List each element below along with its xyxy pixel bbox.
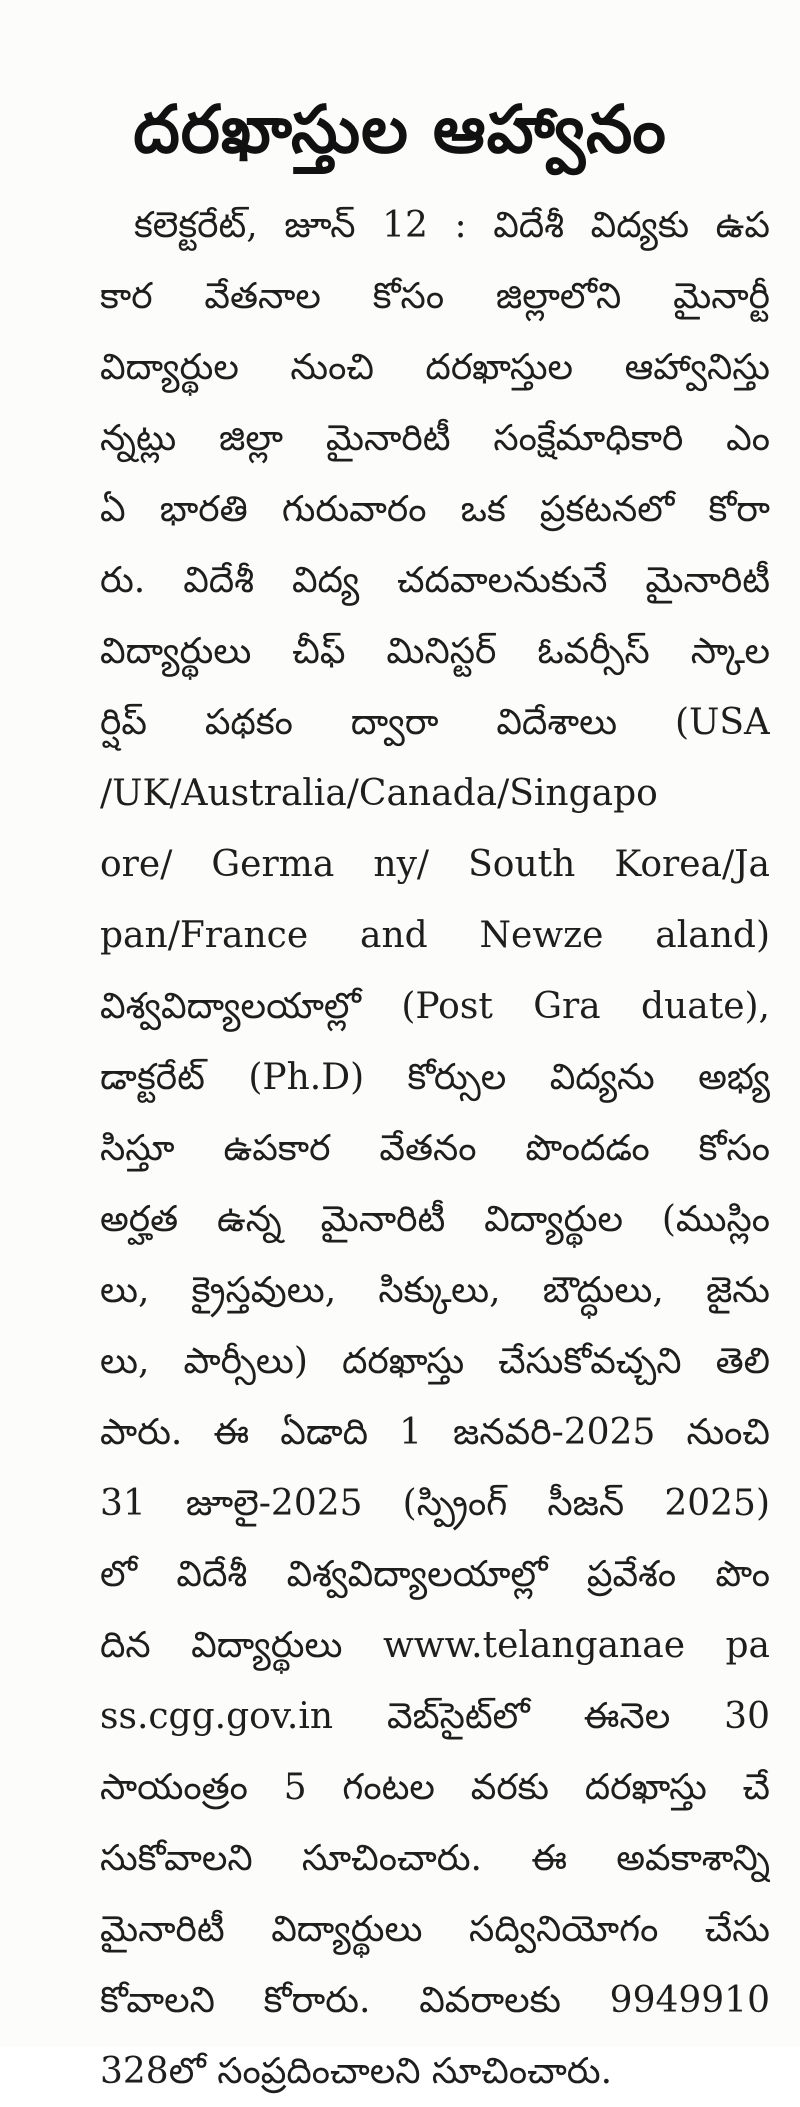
headline: దరఖాస్తుల ఆహ్వానం xyxy=(133,91,667,168)
article-line: ore/ Germa ny/ South Korea/Ja xyxy=(100,844,770,885)
article-line: సుకోవాలని సూచించారు. ఈ అవకాశాన్ని xyxy=(100,1838,770,1879)
article-line: డాక్టరేట్ (Ph.D) కోర్సుల విద్యను అభ్య xyxy=(100,1057,770,1098)
article-line: ss.cgg.gov.in వెబ్‌సైట్‌లో ఈనెల 30 xyxy=(100,1696,770,1737)
article-line: లో విదేశీ విశ్వవిద్యాలయాల్లో ప్రవేశం పొం xyxy=(100,1554,770,1595)
article-line: అర్హత ఉన్న మైనారిటీ విద్యార్థుల (ముస్లిం xyxy=(100,1199,770,1240)
article-line: విశ్వవిద్యాలయాల్లో (Post Gra duate), xyxy=(100,986,770,1027)
article-line: పారు. ఈ ఏడాది 1 జనవరి-2025 నుంచి xyxy=(100,1412,770,1453)
article-line: కార వేతనాల కోసం జిల్లాలోని మైనార్టీ xyxy=(100,276,770,317)
article-line: సిస్తూ ఉపకార వేతనం పొందడం కోసం xyxy=(100,1128,770,1169)
article-line: మైనారిటీ విద్యార్థులు సద్వినియోగం చేసు xyxy=(100,1909,770,1950)
article-line: న్నట్లు జిల్లా మైనారిటీ సంక్షేమాధికారి ఎం xyxy=(100,418,770,459)
article-body xyxy=(100,190,770,2107)
article-line: 328లో సంప్రదించాలని సూచించారు. xyxy=(100,2051,613,2092)
article-line: విద్యార్థులు చీఫ్ మినిస్టర్ ఓవర్సీస్ స్కాల xyxy=(100,631,770,672)
article-line: ఏ భారతి గురువారం ఒక ప్రకటనలో కోరా xyxy=(100,489,770,530)
article-line: 31 జూలై-2025 (స్ప్రింగ్ సీజన్ 2025) xyxy=(100,1483,770,1524)
article-line: లు, క్రైస్తవులు, సిక్కులు, బౌద్ధులు, జైను xyxy=(100,1270,770,1311)
article-line: కోవాలని కోరారు. వివరాలకు 9949910 xyxy=(100,1980,770,2021)
article-line: /UK/Australia/Canada/Singapo xyxy=(100,773,658,814)
article-line: pan/France and Newze aland) xyxy=(100,915,770,956)
article-line: కలెక్టరేట్, జూన్ 12 : విదేశీ విద్యకు ఉప xyxy=(134,205,770,246)
article-line: లు, పార్సీలు) దరఖాస్తు చేసుకోవచ్చని తెలి xyxy=(100,1341,770,1382)
article-line: ర్షిప్ పథకం ద్వారా విదేశాలు (USA xyxy=(100,702,770,743)
article-line: సాయంత్రం 5 గంటల వరకు దరఖాస్తు చే xyxy=(100,1767,770,1808)
article-line: విద్యార్థుల నుంచి దరఖాస్తుల ఆహ్వానిస్తు xyxy=(100,347,770,388)
article-line: రు. విదేశీ విద్య చదవాలనుకునే మైనారిటీ xyxy=(100,560,770,601)
article-line: దిన విద్యార్థులు www.telanganae pa xyxy=(100,1625,770,1666)
